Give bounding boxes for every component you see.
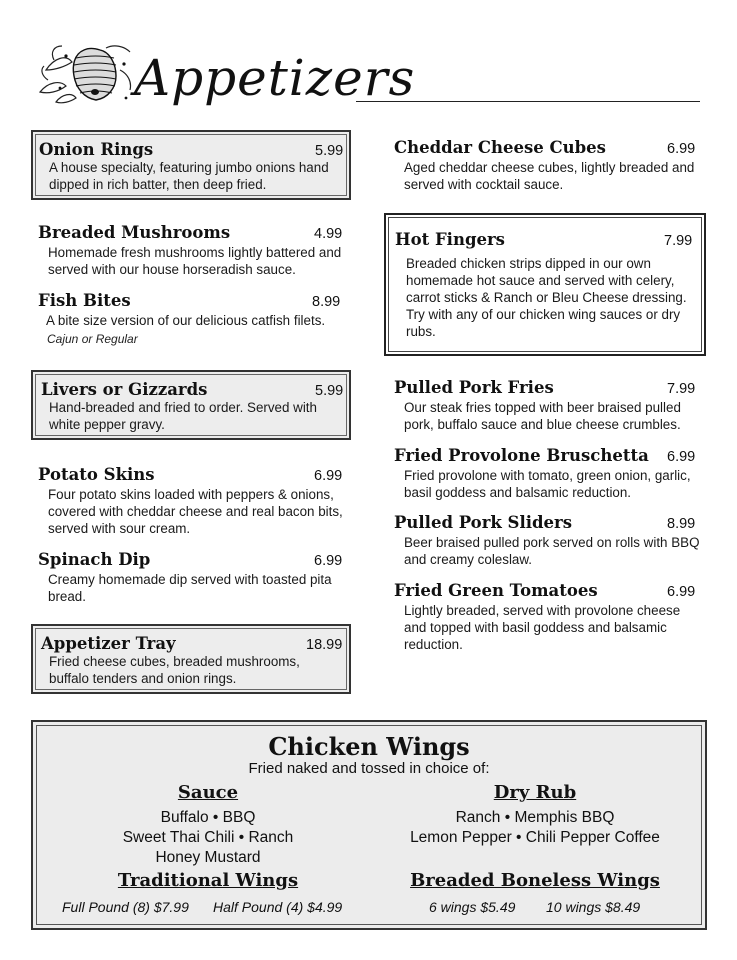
item-description: Lightly breaded, served with provolone cheese and topped with basil goddess and balsamic reduction. xyxy=(404,603,681,652)
beehive-logo xyxy=(36,40,136,110)
item-price: 8.99 xyxy=(312,294,341,310)
item-price: 5.99 xyxy=(315,383,344,399)
menu-item-spinach-dip xyxy=(38,550,353,604)
item-description: Breaded chicken strips dipped in our own homemade hot sauce and served with celery, carrot sticks & Ranch or Bleu Cheese dressing. Try with any of our chicken wing sauces or dry rubs. xyxy=(406,256,687,339)
menu-item-hot-fingers xyxy=(384,213,706,356)
item-price: 6.99 xyxy=(667,449,696,465)
item-price: 8.99 xyxy=(667,516,696,532)
item-description: Creamy homemade dip served with toasted pita bread. xyxy=(48,572,332,604)
item-description: A house specialty, featuring jumbo onions hand dipped in rich batter, then deep fried. xyxy=(49,160,329,192)
dry-rub-line: Ranch • Memphis BBQ xyxy=(455,809,615,826)
item-description: Hand-breaded and fried to order. Served with white pepper gravy. xyxy=(49,400,317,432)
item-price: 7.99 xyxy=(667,381,696,397)
dry-rub-line: Lemon Pepper • Chili Pepper Coffee xyxy=(410,829,660,846)
item-description: Aged cheddar cheese cubes, lightly breaded and served with cocktail sauce. xyxy=(404,160,695,192)
boneless-price: 6 wings $5.49 xyxy=(429,899,516,915)
item-name: Pulled Pork Fries xyxy=(394,378,554,397)
traditional-wings-heading: Traditional Wings xyxy=(117,870,299,891)
item-name: Potato Skins xyxy=(38,465,155,484)
wings-subtitle: Fried naked and tossed in choice of: xyxy=(248,760,490,777)
item-description: Our steak fries topped with beer braised pulled pork, buffalo sauce and blue cheese crumbles. xyxy=(404,400,681,432)
item-price: 7.99 xyxy=(664,233,693,249)
menu-item-livers-gizzards xyxy=(31,370,351,440)
chicken-wings-section xyxy=(31,720,707,930)
item-description: Fried cheese cubes, breaded mushrooms, buffalo tenders and onion rings. xyxy=(49,654,300,686)
title-divider xyxy=(356,101,700,102)
item-name: Fried Green Tomatoes xyxy=(394,581,598,600)
item-price: 6.99 xyxy=(667,584,696,600)
item-name: Breaded Mushrooms xyxy=(38,223,231,242)
sauce-line: Sweet Thai Chili • Ranch xyxy=(122,829,294,846)
item-price: 5.99 xyxy=(315,143,344,159)
sauce-heading: Sauce xyxy=(177,782,239,803)
item-description: Beer braised pulled pork served on rolls with BBQ and creamy coleslaw. xyxy=(404,535,700,567)
menu-item-fried-provolone-bruschetta xyxy=(394,446,699,506)
item-name: Fried Provolone Bruschetta xyxy=(394,446,649,465)
item-price: 6.99 xyxy=(314,553,343,569)
traditional-price: Half Pound (4) $4.99 xyxy=(213,899,343,915)
item-description: Fried provolone with tomato, green onion, garlic, basil goddess and balsamic reduction. xyxy=(404,468,691,500)
menu-item-appetizer-tray xyxy=(31,624,351,694)
menu-item-pulled-pork-sliders xyxy=(394,513,699,573)
item-price: 18.99 xyxy=(306,637,343,653)
item-name: Appetizer Tray xyxy=(41,634,176,653)
menu-item-cheddar-cheese-cubes xyxy=(394,138,699,193)
item-price: 6.99 xyxy=(314,468,343,484)
menu-item-fried-green-tomatoes xyxy=(394,581,699,651)
item-name: Cheddar Cheese Cubes xyxy=(394,138,606,157)
sauce-line: Buffalo • BBQ xyxy=(160,809,256,826)
item-price: 4.99 xyxy=(314,226,343,242)
item-name: Hot Fingers xyxy=(395,230,505,249)
item-description: A bite size version of our delicious catfish filets. xyxy=(46,313,326,328)
menu-item-potato-skins xyxy=(38,465,353,535)
item-description: Homemade fresh mushrooms lightly battered and served with our house horseradish sauce. xyxy=(48,245,342,277)
menu-item-fish-bites xyxy=(38,291,353,351)
item-name: Pulled Pork Sliders xyxy=(394,513,573,532)
item-price: 6.99 xyxy=(667,141,696,157)
dry-rub-heading: Dry Rub xyxy=(493,782,577,803)
traditional-price: Full Pound (8) $7.99 xyxy=(62,899,189,915)
sauce-line: Honey Mustard xyxy=(155,849,261,866)
item-name: Livers or Gizzards xyxy=(41,380,208,399)
menu-item-pulled-pork-fries xyxy=(394,378,699,438)
item-description: Four potato skins loaded with peppers & onions, covered with cheddar cheese and real bacon bits, served with sour cream. xyxy=(48,487,343,536)
boneless-wings-heading: Breaded Boneless Wings xyxy=(410,870,660,891)
item-name: Fish Bites xyxy=(38,291,131,310)
wings-title: Chicken Wings xyxy=(268,732,470,761)
page-title: Appetizers xyxy=(134,49,416,107)
item-note: Cajun or Regular xyxy=(47,332,138,346)
menu-item-onion-rings xyxy=(31,130,351,200)
menu-item-breaded-mushrooms xyxy=(38,223,353,283)
item-name: Onion Rings xyxy=(39,140,154,159)
item-name: Spinach Dip xyxy=(38,550,151,569)
boneless-price: 10 wings $8.49 xyxy=(546,899,641,915)
